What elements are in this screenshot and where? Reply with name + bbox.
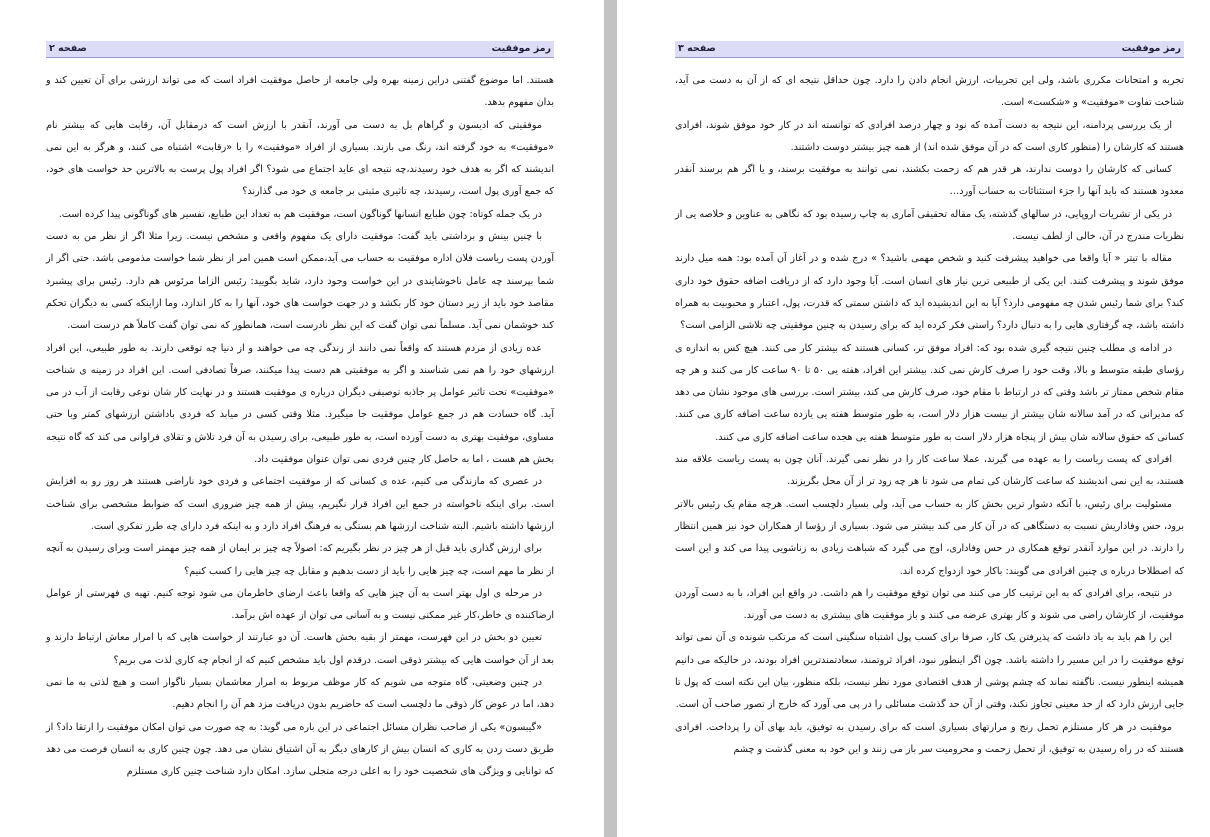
page-header [46,41,554,58]
page-3 [617,0,1210,837]
paragraph: موفقیتی که ادیسون و گراهام بل به دست می آورند، آنقدر با ارزش است که درمقابل آن، رقابت هایی که بیشتر نام «موفقیت» به خود گرفته اند، رنگ می بازند. بسیاری از افراد «موفقیت» را با «رقابت» اشتباه می کنند، و هرگز به این نمی اندیشند که اگر به هدف خود رسیدند،چه نتیجه ای عاید اجتماع می شود؟ اگر افراد پول پرست به بالاترین حد خواست های خود، که جمع آوری پول است، رسیدند، چه تاثیری مثبتی بر جامعه ی خود می گذارند؟ [46,119,554,198]
paragraph: افرادی که پست ریاست را به عهده می گیرند، عملا ساعت کار را در نظر نمی گیرند. آنان چون به پست ریاست علاقه مند هستند، به این نمی اندیشند که ساعت کارشان کی تمام می شود تا هر چه زود تر از آن محل بگریزند. [675,454,1184,488]
book-title: رمز موفقیت [491,43,551,54]
paragraph: هستند. اما موضوع گفتنی دراین زمینه بهره ولی جامعه از حاصل موفقیت افراد است که می تواند ارزشی برای آن تعیین کند و بدان مفهوم بدهد. [46,75,554,109]
page-header [675,41,1184,58]
page-gutter [604,0,617,837]
paragraph: با چنین بینش و برداشتی باید گفت: موفقیت دارای یک مفهوم واقعی و مشخص نیست. زیرا مثلا اگر از نظر من به دست آوردن پست ریاست فلان اداره موفقیت به حساب می آید،ممکن است همین امر از نظر شما خواست مذمومی باشد. حتی اگر از شما بپرسند چه عامل ناخوشایندی در این خواست وجود دارد، شاید بگویید: رئیس الزاما مرئوس هم دارد. رئیس برای پیشبرد مقاصد خود باید از زیر دستان خود کار بکشد و در جهت خواست های خود، آنها را به کار اندازد، وما ازاینکه کسی به دیگران تحکم کند خوشمان نمی آید. مسلماً نمی توان گفت که این نظر نادرست است، همانطور که نمی توان گفت کاملاً هم درست است. [46,231,554,332]
paragraph: در چنین وضعیتی، گاه متوجه می شویم که کار موظف مربوط به امرار معاشمان بسیار ناگوار است و هیچ لذتی به ما نمی دهد، اما در عوض کار ذوقی ما دلچسب است که حاضریم بدون دریافت مزد هم آن را انجام دهیم. [46,677,554,711]
page-2 [0,0,604,837]
paragraph: «گیبسون» یکی از صاحب نظران مسائل اجتماعی در این باره می گوید: به چه صورت می توان امکان موفقیت را ارتقا داد؟ از طریق دست زدن به کاری که انسان بیش از کارهای دیگر به آن اشتیاق نشان می دهد. چون چنین کاری به انسان فرصت می دهد که توانایی و ویژگی های شخصیت خود را به اعلی درجه متجلی سازد. امکان دارد شناخت چنین کاری مستلزم [46,721,554,778]
paragraph: مسئولیت برای رئیس، با آنکه دشوار ترین بخش کار به حساب می آید، ولی بسیار دلچسب است. هرچه مقام یک رئیس بالاتر برود، حس وفاداریش نسبت به دستگاهی که در آن کار می کند بیشتر می شود. بسیاری از رؤسا از همکاران خود نیز همین انتظار را دارند. در این موارد آنقدر توقع همکاری در حس وفاداری، اوج می گیرد که شباهت زیادی به زناشویی پیدا می کند و این است که اصطلاحا درباره ی چنین افرادی می گویند: باکار خود ازدواج کرده اند. [675,498,1184,577]
paragraph: تجربه و امتحانات مکرری باشد، ولی این تجربیات، ارزش انجام دادن را دارد. چون حداقل نتیجه ای که از آن به دست می آید، شناخت تفاوت «موفقیت» و «شکست» است. [675,75,1184,109]
paragraph: در نتیجه، برای افرادی که به این ترتیب کار می کنند می توان توقع موفقیت را هم داشت. در واقع این افراد، با به دست آوردن موفقیت، از کارشان راضی می شوند و کار بهتری عرضه می کنند و باز موفقیت های بیشتری به دست می آورند. [675,587,1184,622]
paragraph: کسانی که کارشان را دوست ندارند، هر قدر هم که زحمت بکشند، نمی توانند به موفقیت برسند، و یا اگر هم برسند آنقدر معدود هستند که باید آنها را جزء استثنائات به حساب آورد… [675,164,1184,198]
page-number: صفحه ۳ [678,43,716,54]
paragraph: در یکی از نشریات اروپایی، در سالهای گذشته، یک مقاله تحقیقی آماری به چاپ رسیده بود که نگاهی به عناوین و خلاصه یی از نظریات مندرج در آن، خالی از لطف نیست. [675,208,1184,243]
paragraph: تعیین دو بخش در این فهرست، مهمتر از بقیه بخش هاست. آن دو عبارتند از خواست هایی که با امرار معاش ارتباط دارند و بعد از آن خواست هایی که بیشتر ذوقی است. درقدم اول باید مشخص کنیم که از انجام چه کاری لذت می بریم؟ [46,632,554,666]
paragraph: در ادامه ی مطلب چنین نتیجه گیری شده بود که: افراد موفق تر، کسانی هستند که بیشتر کار می کنند. هیچ کس به اندازه ی رؤسای طبقه متوسط و بالا، وقت خود را صرف کارش نمی کند. بیشتر این افراد، هفته یی ۵۰ تا ۹۰ ساعت کار می کنند و هر چه مقام شخص ممتاز تر باشد وقتی که در ارتباط با مقام خود، صرف کارش می کند، بیشتر است. بررسی های موجود نشان می دهد که مدیرانی که در آمد سالانه شان بیشتر از بیست هزار دلار است، به طور متوسط هفته یی یازده ساعت اضافه کاری می کنند. کسانی که حقوق سالانه شان بیش از پنجاه هزار دلار است به طور متوسط هفته یی هجده ساعت اضافه کاری می کنند. [675,342,1184,443]
page-number: صفحه ۲ [49,43,87,54]
page-body [46,70,554,784]
book-title: رمز موفقیت [1121,43,1181,54]
paragraph: در مرحله ی اول بهتر است به آن چیز هایی که واقعا باعث ارضای خاطرمان می شود توجه کنیم. تهیه ی فهرستی از عوامل ارضاکننده ی خاطر،کار غیر ممکنی نیست و به آسانی می توان از عهده اش برآمد. [46,587,554,622]
paragraph: در عصری که مازندگی می کنیم، عده ی کسانی که از موفقیت اجتماعی و فردی خود ناراضی هستند هر روز رو به افزایش است. برای اینکه ناخواسته در جمع این افراد قرار نگیریم، پیش از همه چیز ضروری است که ضوابط مشخصی برای شناخت ارزشها داشته باشیم. البته شناخت ارزشها هم بستگی به فرهنگ افراد دارد و به اینکه فرد دارای چه طرز تفکری است. [46,476,554,532]
paragraph: موفقیت در هر کار مستلزم تحمل رنج و مرارتهای بسیاری است که برای رسیدن به توفیق، باید بهای آن را پرداخت. افرادی هستند که در راه رسیدن به توفیق، از تحمل زحمت و محرومیت سر باز می زنند و این خود به معنی گذشت و چشم [675,721,1184,755]
paragraph: عده زیادی از مردم هستند که واقعاً نمی دانند از زندگی چه می خواهند و از دنیا چه توقعی دارند. به طور طبیعی، این افراد ارزشهای خود را هم نمی شناسند و اگر به موفقیتی هم دست پیدا میکنند، صرفاً تصادفی است. این افراد در زمینه ی شناخت «موفقیت» تحت تاثیر عوامل پر جاذبه توصیفی دیگران درباره ی موفقیت هستند و در نهایت کار شان نوعی رقابت از آب در می آید. گاه حسادت هم در جمع عوامل موفقیت جا میگیرد. مثلا وقتی کسی در میابد که فردی باداشتن ارزشهای کمتر وبا حتی مساوی، موفقیت بهتری به دست آورده است، به طور طبیعی، برای رسیدن به آن فرد تلاش و تقلای فراوانی می کند که گاه نتیجه بخش هم هست ، اما به حاصل کار چنین فردی نمی توان عنوان موفقیت داد. [46,342,554,466]
paragraph: این را هم باید به یاد داشت که پذیرفتن یک کار، صرفا برای کسب پول اشتباه سنگینی است که مرتکب شونده ی آن نمی تواند توقع موفقیت را در این مسیر را داشته باشد. چون اگر اینطور نبود، افراد ثروتمند، سعادتمندترین افراد بودند، در حالیکه می دانیم همیشه اینطور نیست. ناگفته نماند که چشم پوشی از هدف اقتصادی مورد نظر نیست، بلکه منظور، بیان این نکته است که پول تا جایی ارزش دارد که از حد معینی تجاوز نکند، وقتی از آن حد گذشت مسائلی را در پی می آورد که خارج از تصور صاحب آن است. [675,632,1184,711]
paragraph: از یک بررسی پردامنه، این نتیجه به دست آمده که نود و چهار درصد افرادی که توانسته اند در کار خود موفق شوند، افرادی هستند که کارشان را (منظور کاری است که در آن موفق شده اند) از همه چیز بیشتر دوست داشتند. [675,119,1184,153]
paragraph: برای ارزش گذاری باید قبل از هر چیز در نظر بگیریم که: اصولاً چه چیز بر ایمان از همه چیز مهمتر است وبرای رسیدن به آنچه از نظر ما مهم است، چه چیز هایی را باید از دست بدهیم و مقابل چه چیز هایی را کسب کنیم؟ [46,543,554,577]
paragraph: در یک جمله کوتاه: چون طبایع انسانها گوناگون است، موفقیت هم به تعداد این طبایع، تفسیر های گوناگونی پیدا کرده است. [58,208,542,220]
paragraph: مقاله با تیتر « آیا واقعا می خواهید پیشرفت کنید و شخص مهمی باشید؟ » درج شده و در آغاز آن آمده بود: همه میل دارند موفق شوند و پیشرفت کنند. این یکی از طبیعی ترین نیاز های انسان است. آیا وجود دارد که از دریافت اضافه حقوق خود داری کند؟ برای شما رئیس شدن چه مفهومی دارد؟ آیا به این اندیشیده اید که داشتن سمتی که قدرت، پول، اعتبار و محبوبیت به همراه داشته باشد، چه گرفتاری هایی را به دنبال دارد؟ راستی فکر کرده اید که برای رسیدن به چنین موفقیتی چه تلاشی الزامی است؟ [675,253,1184,332]
page-body [675,70,1184,761]
